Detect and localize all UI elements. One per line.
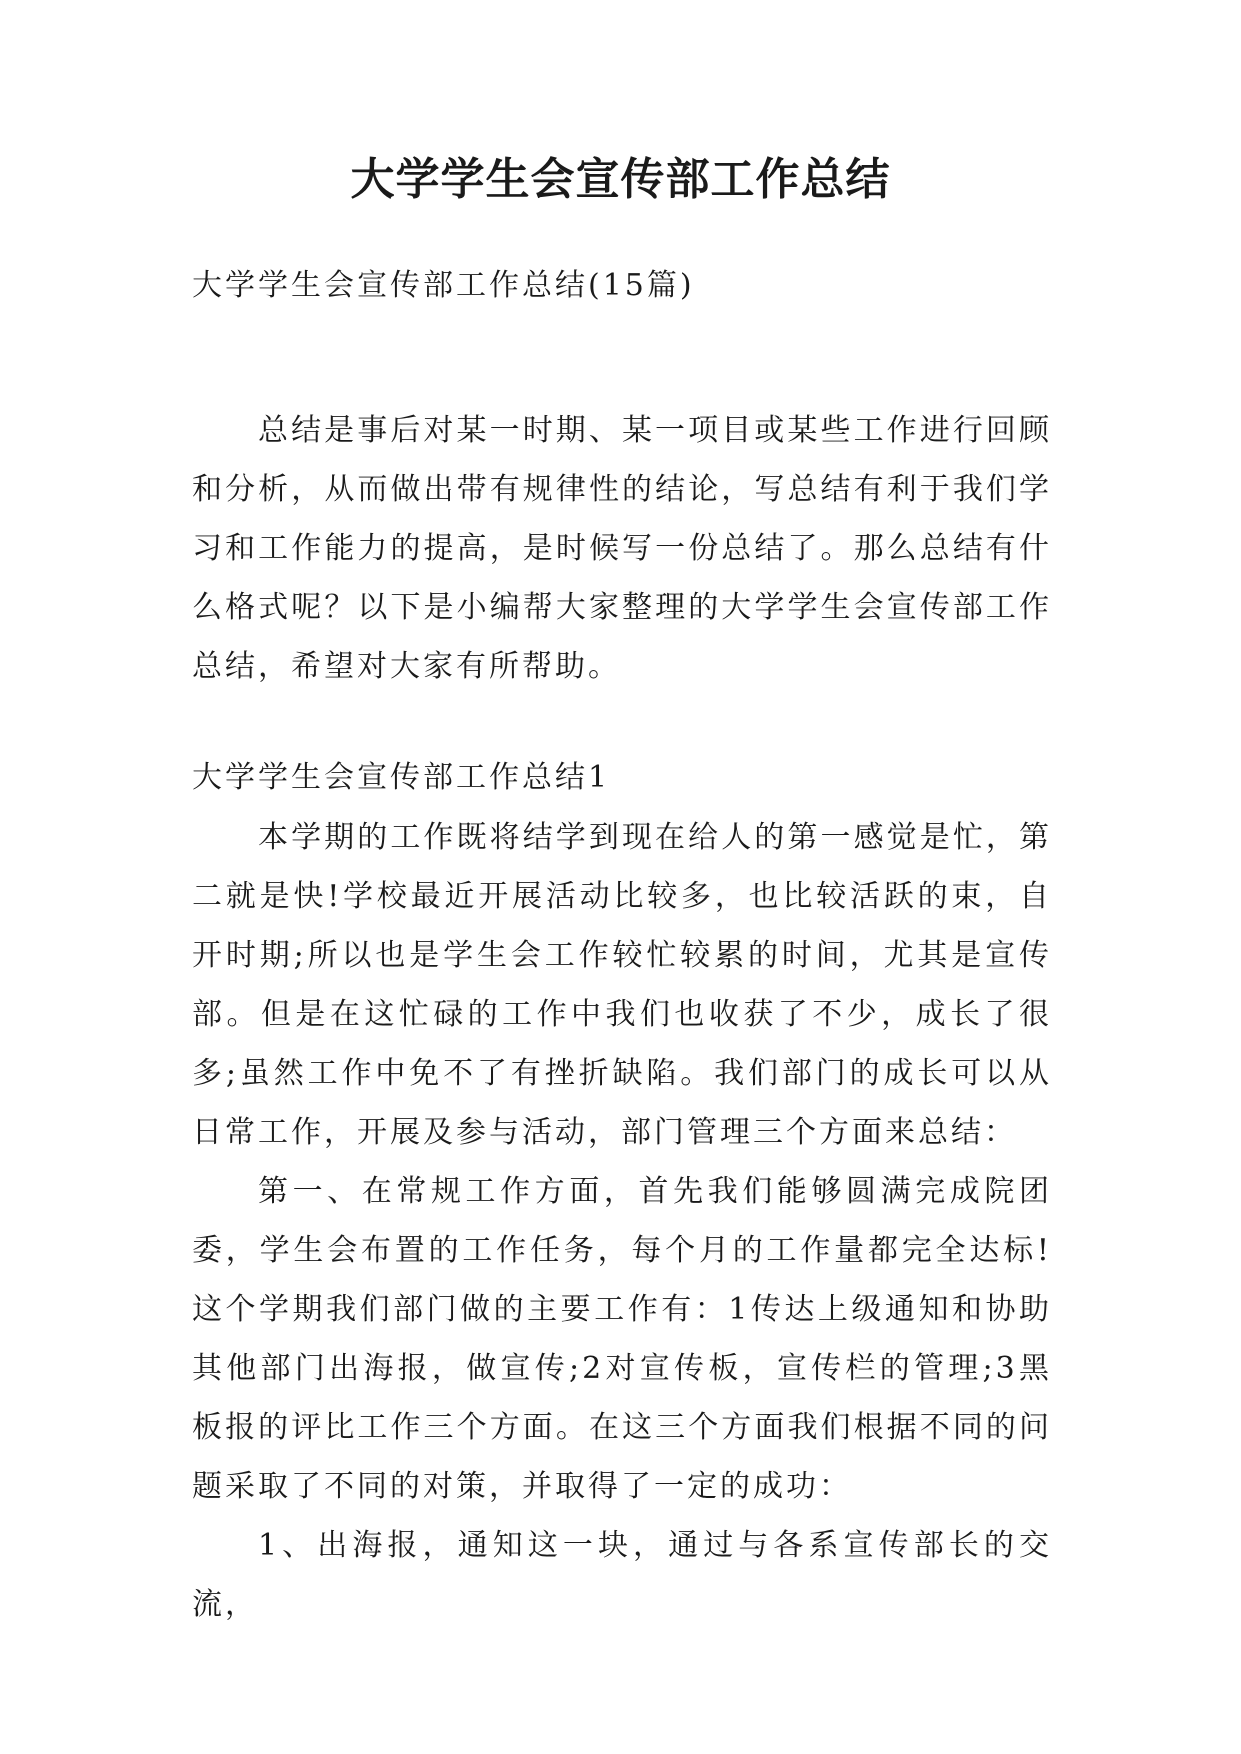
body-paragraph: 本学期的工作既将结学到现在给人的第一感觉是忙，第二就是快!学校最近开展活动比较多，也比较活跃的束，自开时期;所以也是学生会工作较忙较累的时间，尤其是宣传部。但是在这忙碌的工作中我们也收获了不少，成长了很多;虽然工作中免不了有挫折缺陷。我们部门的成长可以从日常工作，开展及参与活动，部门管理三个方面来总结：: [192, 820, 1052, 1150]
document-title: 大学学生会宣传部工作总结: [350, 154, 891, 205]
intro-text: 总结是事后对某一时期、某一项目或某些工作进行回顾和分析，从而做出带有规律性的结论，写总结有利于我们学习和工作能力的提高，是时候写一份总结了。那么总结有什么格式呢？以下是小编帮大家整理的大学学生会宣传部工作总结，希望对大家有所帮助。: [192, 413, 1052, 684]
body-paragraph: 第一、在常规工作方面，首先我们能够圆满完成院团委，学生会布置的工作任务，每个月的工作量都完全达标!这个学期我们部门做的主要工作有：1传达上级通知和协助其他部门出海报，做宣传;2对宣传板，宣传栏的管理;3黑板报的评比工作三个方面。在这三个方面我们根据不同的问题采取了不同的对策，并取得了一定的成功：: [192, 1174, 1052, 1504]
intro-paragraph: [192, 401, 1052, 696]
section-body: [192, 808, 1052, 1634]
section-heading-text: 大学学生会宣传部工作总结1: [192, 760, 611, 795]
document-subtitle: [192, 256, 1052, 315]
body-paragraph: 1、出海报，通知这一块，通过与各系宣传部长的交流，: [192, 1528, 1052, 1622]
subtitle-text: 大学学生会宣传部工作总结(15篇): [192, 268, 695, 303]
section-heading: [192, 748, 1052, 807]
